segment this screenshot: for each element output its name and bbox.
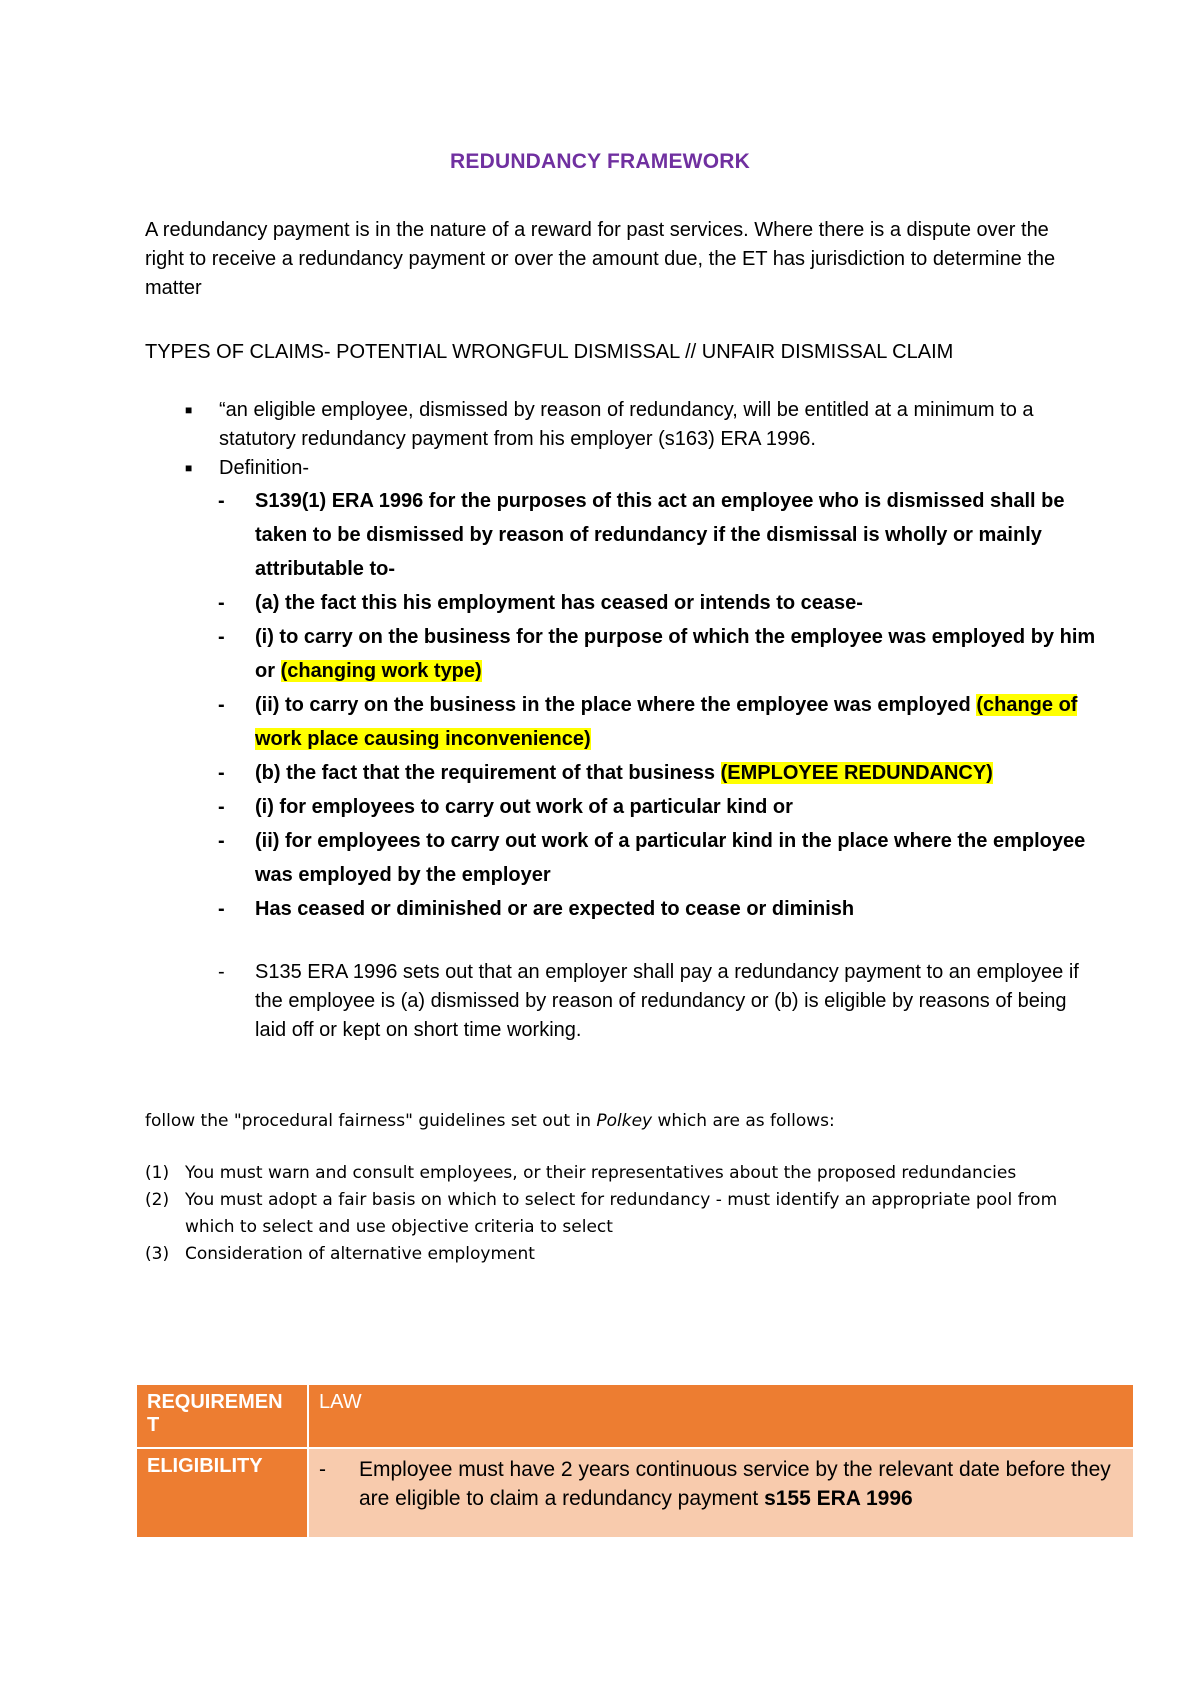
- definition-plain: (ii) to carry on the business in the place where the employee was employed: [255, 694, 977, 716]
- document-title: REDUNDANCY FRAMEWORK: [450, 150, 750, 173]
- definition-plain: (b) the fact that the requirement of that business: [255, 762, 721, 784]
- dash-bullet-icon: -: [218, 898, 225, 920]
- step-text: You must adopt a fair basis on which to select for redundancy - must identify an appropriate pool from which to select and use objective criteria to select: [185, 1190, 1058, 1237]
- definition-text: Has ceased or diminished or are expected to cease or diminish: [255, 898, 855, 920]
- s135-paragraph: [218, 958, 1098, 1045]
- definition-text: [255, 620, 1098, 688]
- highlighted-note: (changing work type): [280, 660, 482, 682]
- law-statute: s155 ERA 1996: [764, 1487, 913, 1510]
- definition-text: [255, 756, 1098, 790]
- dash-bullet-icon: -: [218, 490, 225, 512]
- requirements-table: [135, 1383, 1135, 1539]
- polkey-paragraph: [145, 1108, 1105, 1135]
- step-number: (1): [145, 1163, 170, 1183]
- definition-text: [255, 688, 1098, 756]
- step-number: (2): [145, 1190, 170, 1210]
- header-law: LAW: [308, 1384, 1134, 1448]
- table-header-row: [136, 1384, 1134, 1448]
- list-item: [218, 892, 1098, 926]
- bullet-text: Definition-: [219, 457, 310, 479]
- definition-text: (i) for employees to carry out work of a particular kind or: [255, 796, 793, 818]
- law-cell: [308, 1448, 1134, 1538]
- dash-bullet-icon: -: [218, 694, 225, 716]
- polkey-after: which are as follows:: [652, 1111, 835, 1131]
- dash-bullet-icon: -: [218, 592, 225, 614]
- dash-bullet-icon: -: [218, 961, 225, 983]
- definition-plain: (i) to carry on the business for the purpose of which the employee was employed by him or: [255, 626, 1096, 682]
- list-item: [218, 756, 1098, 790]
- list-item: [218, 586, 1098, 620]
- definition-text: S139(1) ERA 1996 for the purposes of this act an employee who is dismissed shall be taken to be dismissed by reason of redundancy if the dismissal is wholly or mainly attributable to-: [255, 490, 1065, 580]
- table-row: [136, 1448, 1134, 1538]
- list-item: [145, 1160, 1075, 1187]
- law-plain: Employee must have 2 years continuous service by the relevant date before they are eligible to claim a redundancy payment: [359, 1458, 1111, 1510]
- law-text: [359, 1455, 1123, 1513]
- procedural-steps: [145, 1160, 1075, 1268]
- polkey-case-name: Polkey: [596, 1111, 653, 1131]
- dash-bullet-icon: -: [218, 830, 225, 852]
- bullet-text: “an eligible employee, dismissed by reason of redundancy, will be entitled at a minimum to a statutory redundancy payment from his employer (s163) ERA 1996.: [219, 399, 1034, 450]
- list-item: [145, 1241, 1075, 1268]
- list-item: [319, 1455, 1123, 1513]
- square-bullet-icon: ■: [185, 403, 193, 417]
- list-item: [145, 454, 1105, 483]
- list-item: [218, 620, 1098, 688]
- intro-paragraph: A redundancy payment is in the nature of a reward for past services. Where there is a dispute over the right to receive a redundancy payment or over the amount due, the ET has jurisdiction to determine the matter: [145, 219, 1056, 299]
- definition-list: [218, 484, 1098, 926]
- s135-text: S135 ERA 1996 sets out that an employer shall pay a redundancy payment to an employee if the employee is (a) dismissed by reason of redundancy or (b) is eligible by reasons of being laid off or kept on short time working.: [255, 961, 1079, 1041]
- list-item: [218, 484, 1098, 586]
- list-item: [218, 790, 1098, 824]
- highlighted-note: (EMPLOYEE REDUNDANCY): [720, 762, 993, 784]
- square-bullet-icon: ■: [185, 461, 193, 475]
- list-item: [145, 396, 1105, 454]
- list-item: [218, 958, 1098, 1045]
- dash-bullet-icon: -: [218, 626, 225, 648]
- definition-text: (ii) for employees to carry out work of a particular kind in the place where the employee was employed by the employer: [255, 830, 1086, 886]
- bullet-list: [145, 396, 1105, 483]
- claims-heading: TYPES OF CLAIMS- POTENTIAL WRONGFUL DISMISSAL // UNFAIR DISMISSAL CLAIM: [145, 341, 954, 363]
- step-number: (3): [145, 1244, 170, 1264]
- polkey-before: follow the "procedural fairness" guidelines set out in: [145, 1111, 597, 1131]
- list-item: [218, 688, 1098, 756]
- step-text: Consideration of alternative employment: [185, 1244, 535, 1264]
- highlighted-note: (change of work place causing inconvenience): [255, 694, 1078, 750]
- dash-bullet-icon: -: [218, 796, 225, 818]
- list-item: [218, 824, 1098, 892]
- step-text: You must warn and consult employees, or their representatives about the proposed redundancies: [185, 1163, 1017, 1183]
- dash-bullet-icon: -: [218, 762, 225, 784]
- list-item: [145, 1187, 1075, 1241]
- dash-bullet-icon: -: [319, 1458, 326, 1481]
- requirement-cell: ELIGIBILITY: [136, 1448, 308, 1538]
- definition-text: (a) the fact this his employment has ceased or intends to cease-: [255, 592, 863, 614]
- header-requirement: REQUIREMEN T: [136, 1384, 308, 1448]
